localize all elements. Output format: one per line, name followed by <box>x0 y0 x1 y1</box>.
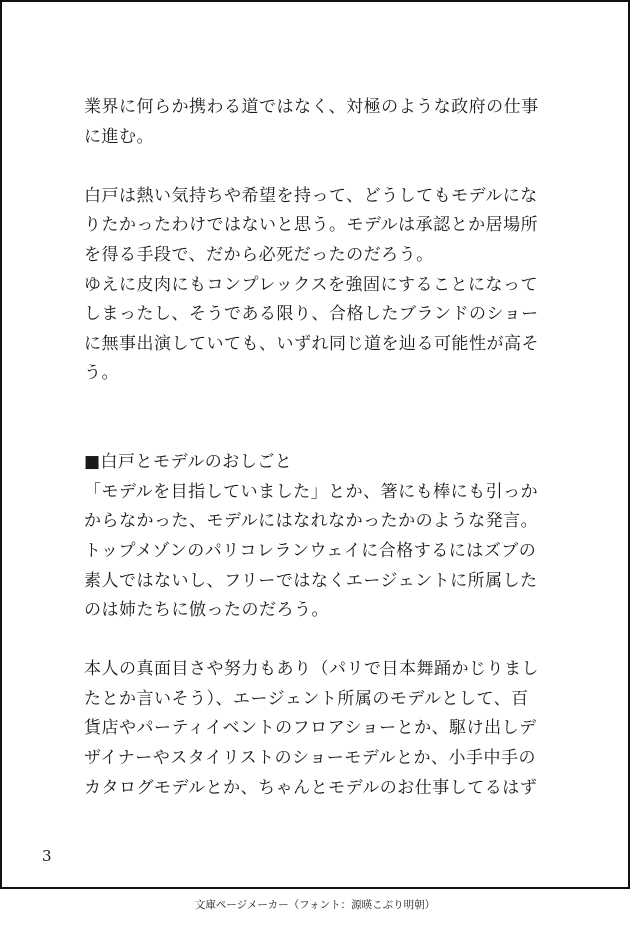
text-line: を得る手段で、だから必死だったのだろう。 <box>84 244 434 265</box>
text-line: 白戸は熱い気持ちや希望を持って、どうしてもモデルにな <box>84 185 538 206</box>
footer-credit: 文庫ページメーカー（フォント：源暎こぶり明朝） <box>194 899 436 911</box>
text-line: からなかった、モデルにはなれなかったかのような発言。 <box>84 511 539 532</box>
page-number: 3 <box>42 847 52 865</box>
text-line: りたかったわけではないと思う。モデルは承認とか居場所 <box>84 215 539 236</box>
text-line: 貨店やパーティイベントのフロアショーとか、駆け出しデ <box>84 718 537 739</box>
text-line: 素人ではないし、フリーではなくエージェントに所属した <box>84 570 538 591</box>
text-line: 「モデルを目指していました」とか、箸にも棒にも引っか <box>84 481 539 502</box>
text-line: ゆえに皮肉にもコンプレックスを強固にすることになって <box>84 274 538 295</box>
blank-line <box>84 152 554 182</box>
text-line: しまったし、そうである限り、合格したブランドのショー <box>84 304 539 325</box>
body-text <box>84 93 554 803</box>
blank-line <box>84 419 554 449</box>
text-line: たとか言いそう）、エージェント所属のモデルとして、百 <box>84 688 529 709</box>
text-line: に無事出演していても、いずれ同じ道を辿る可能性が高そ <box>84 333 539 354</box>
blank-line <box>84 389 554 419</box>
text-line: のは姉たちに倣ったのだろう。 <box>84 600 329 621</box>
text-line: カタログモデルとか、ちゃんとモデルのお仕事してるはず <box>84 777 538 798</box>
blank-line <box>84 626 554 656</box>
text-line: に進む。 <box>84 126 154 147</box>
text-line: 業界に何らか携わる道ではなく、対極のような政府の仕事 <box>84 97 539 117</box>
text-line: ザイナーやスタイリストのショーモデルとか、小手中手の <box>84 748 536 769</box>
text-line: トップメゾンのパリコレランウェイに合格するにはズブの <box>84 540 537 561</box>
text-line: ■白戸とモデルのおしごと <box>84 452 293 473</box>
text-line: 本人の真面目さや努力もあり（パリで日本舞踊かじりまし <box>84 659 539 680</box>
text-line: う。 <box>84 363 119 384</box>
